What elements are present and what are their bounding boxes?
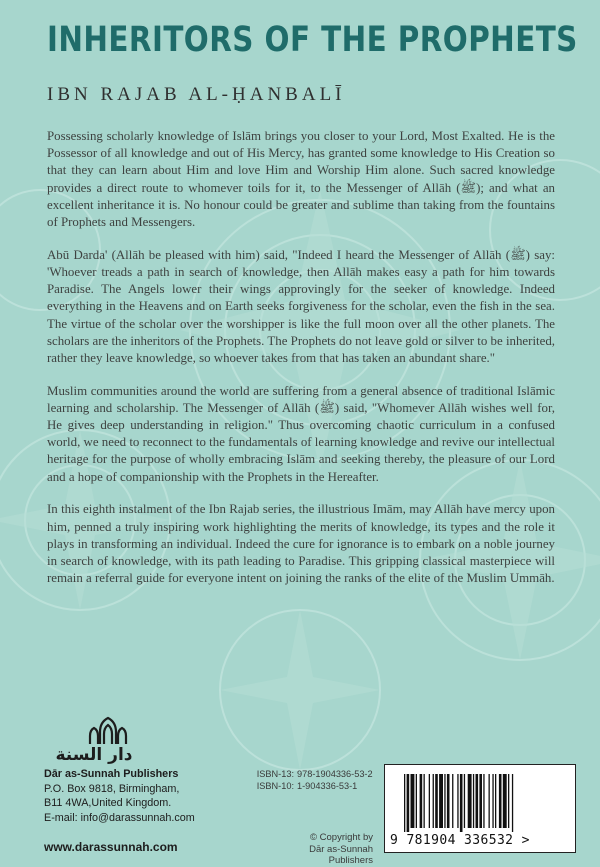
barcode-bar bbox=[435, 774, 438, 828]
copyright-line1: © Copyright by bbox=[310, 832, 373, 843]
barcode-bar bbox=[411, 774, 415, 828]
barcode-bar bbox=[429, 774, 430, 828]
barcode-bar bbox=[508, 774, 509, 828]
barcode-bar bbox=[492, 774, 493, 828]
logo-arabic-text: دار السنة bbox=[55, 745, 133, 764]
barcode-bar bbox=[433, 774, 434, 828]
barcode-bar bbox=[452, 774, 453, 828]
blurb-paragraph: Possessing scholarly knowledge of Islām brings you closer to your Lord, Most Exalted. He is the Possessor of all knowledge and out of His Mercy, has granted some knowledge to His Creation so that they can learn about Him and love Him and Worship Him alone. Such sacred knowledge provides a direct route to whomever toils for it, to the Messenger of Allāh (ﷺ); and what an excellent inheritance it is. No honour could be greater and sublime than taking from the fountains of Prophets and Messengers. bbox=[47, 129, 555, 230]
barcode-bar bbox=[483, 774, 484, 828]
barcode-bar bbox=[447, 774, 450, 828]
copyright-notice bbox=[286, 832, 373, 867]
publisher-name: Dār as-Sunnah Publishers bbox=[44, 768, 179, 780]
barcode-bar bbox=[499, 774, 502, 828]
publisher-address-line2: B11 4WA,United Kingdom. bbox=[44, 797, 172, 809]
barcode-bar bbox=[460, 774, 463, 832]
author-name: IBN RAJAB AL-ḤANBALĪ bbox=[47, 84, 346, 105]
blurb-paragraph: Muslim communities around the world are suffering from a general absence of traditional Islāmic learning and scholarship. The Messenger of Allāh (ﷺ) said, "Whomever Allāh wishes well for, He gives deep understanding in religion." Thus overcoming chaotic curriculum in a confused world, we need to reconnect to the fundamentals of learning knowledge and revive our intellectual heritage for the purpose of wholly embracing Islām and seeking thereby, the pleasure of our Lord and a hope of companionship with the Prophets in the Hereafter. bbox=[47, 383, 555, 484]
publisher-logo bbox=[42, 716, 147, 764]
barcode-bar bbox=[424, 774, 425, 828]
barcode-bar bbox=[503, 774, 507, 828]
barcode-bar bbox=[489, 774, 490, 828]
barcode-bar bbox=[444, 774, 445, 828]
barcode-bar bbox=[457, 774, 458, 828]
barcode-bar bbox=[416, 774, 417, 828]
barcode bbox=[384, 764, 576, 853]
blurb-paragraph: Abū Darda' (Allāh be pleased with him) said, "Indeed I heard the Messenger of Allāh (ﷺ) say: 'Whoever treads a path in search of knowledge, then Allāh makes easy a path for him towards Paradise. The Angels lower their wings approvingly for the seeker of knowledge. Indeed everything in the Heavens and on Earth seeks forgiveness for the scholar, even the fish in the sea. The virtue of the scholar over the worshipper is like the full moon over all the other planets. The scholars are the inheritors of the Prophets. The Prophets do not leave gold or silver to be inherited, rather they leave knowledge, so whoever takes from that has taken an abundant share." bbox=[47, 247, 556, 365]
barcode-digits: 9 781904 336532 > bbox=[390, 833, 530, 848]
publisher-website: www.darassunnah.com bbox=[44, 840, 178, 854]
blurb-text bbox=[47, 128, 555, 603]
barcode-bar bbox=[512, 774, 513, 832]
blurb-paragraph: In this eighth instalment of the Ibn Rajab series, the illustrious Imām, may Allāh have mercy upon him, penned a truly inspiring work highlighting the merits of knowledge, its types and the role it plays in transforming an individual. Indeed the cure for ignorance is to embark on a noble journey in search of knowledge, with its path leading to Paradise. This gripping classical masterpiece will remain a referral guide for everyone intent on joining the ranks of the elite of the Muslim Ummāh. bbox=[47, 502, 555, 586]
isbn-block bbox=[246, 769, 373, 793]
isbn13-label: ISBN-13: bbox=[256, 769, 294, 779]
barcode-bar bbox=[473, 774, 474, 828]
copyright-line2: Dār as-Sunnah Publishers bbox=[309, 843, 373, 866]
book-title: INHERITORS OF THE PROPHETS bbox=[47, 20, 578, 60]
publisher-email: E-mail: info@darassunnah.com bbox=[44, 811, 195, 824]
barcode-bar bbox=[479, 774, 482, 828]
barcode-bar bbox=[495, 774, 496, 828]
isbn10-label: ISBN-10: bbox=[256, 780, 294, 791]
isbn13-value: 978-1904336-53-2 bbox=[297, 769, 373, 779]
barcode-bar bbox=[464, 774, 465, 828]
barcode-bar bbox=[404, 774, 405, 832]
barcode-bar bbox=[407, 774, 410, 832]
publisher-info bbox=[44, 767, 195, 825]
barcode-bar bbox=[476, 774, 479, 828]
barcode-bar bbox=[468, 774, 472, 828]
barcode-bar bbox=[439, 774, 443, 828]
isbn10-value: 1-904336-53-1 bbox=[297, 780, 358, 791]
publisher-address-line1: P.O. Box 9818, Birmingham, bbox=[44, 782, 180, 795]
barcode-bars bbox=[402, 774, 560, 832]
barcode-bar bbox=[420, 774, 423, 828]
